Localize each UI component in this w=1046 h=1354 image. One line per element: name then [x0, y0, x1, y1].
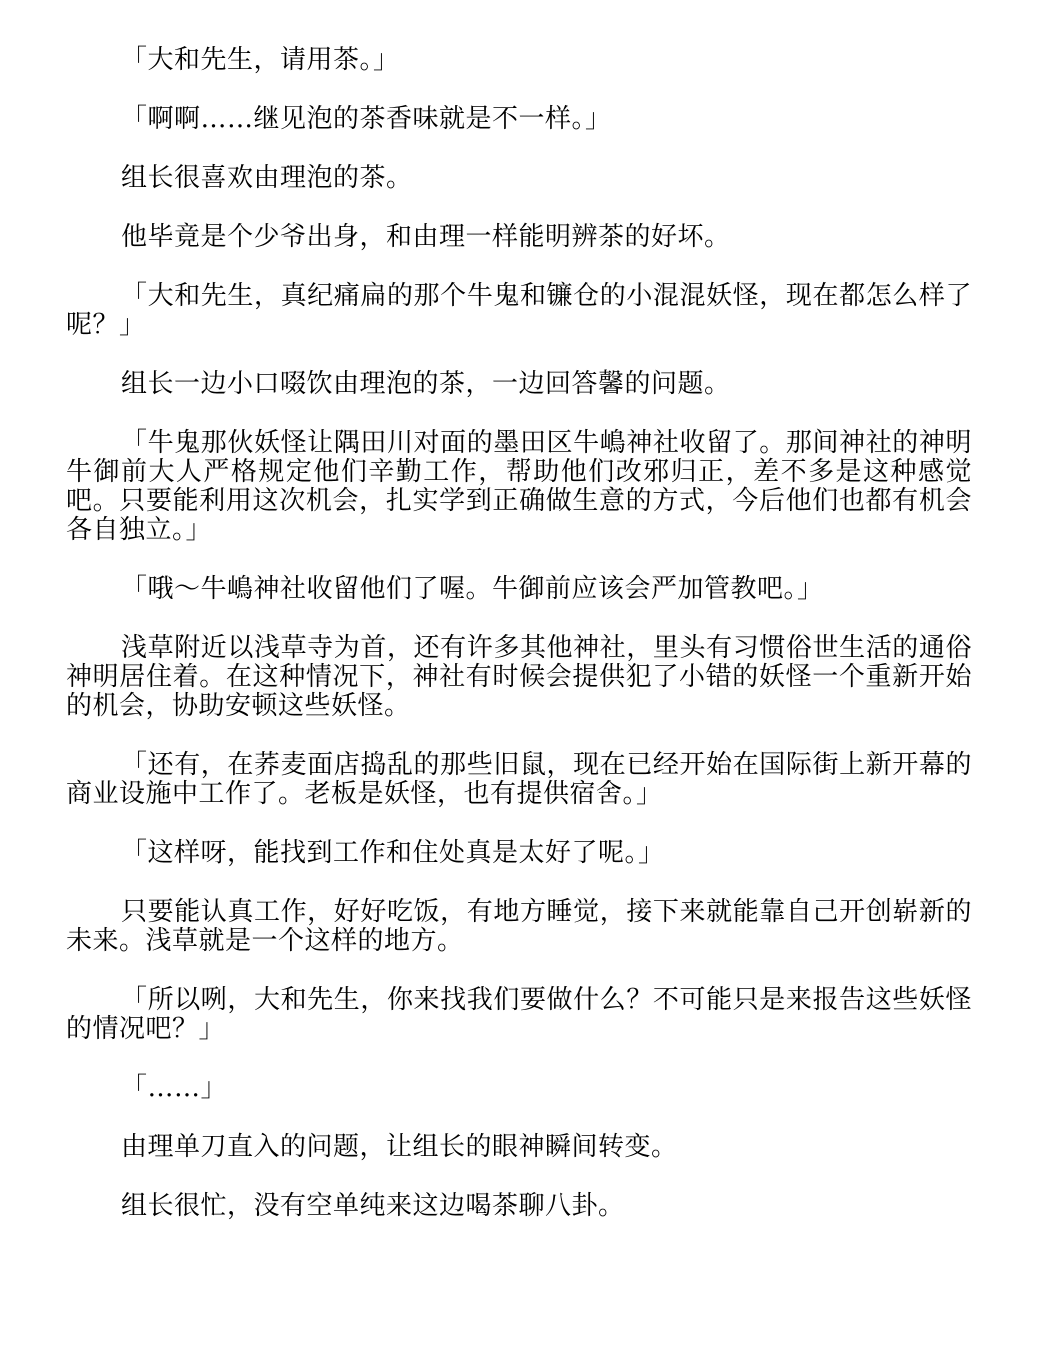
paragraph: 「哦～牛嶋神社收留他们了喔。牛御前应该会严加管教吧。」 — [121, 574, 824, 604]
paragraph: 浅草附近以浅草寺为首，还有许多其他神社，里头有习惯俗世生活的通俗神明居住着。在这种情况下，神社有时候会提供犯了小错的妖怪一个重新开始的机会，协助安顿这些妖怪。 — [66, 633, 972, 721]
paragraph: 「大和先生，真纪痛扁的那个牛鬼和镰仓的小混混妖怪，现在都怎么样了呢？」 — [66, 281, 972, 340]
paragraph: 「还有，在荞麦面店捣乱的那些旧鼠，现在已经开始在国际街上新开幕的商业设施中工作了。老板是妖怪，也有提供宿舍。」 — [66, 750, 972, 809]
paragraph: 他毕竟是个少爷出身，和由理一样能明辨茶的好坏。 — [121, 222, 731, 252]
text-page — [66, 46, 972, 1251]
paragraph: 「……」 — [121, 1073, 228, 1103]
paragraph: 「这样呀，能找到工作和住处真是太好了呢。」 — [121, 838, 665, 868]
paragraph: 由理单刀直入的问题，让组长的眼神瞬间转变。 — [121, 1132, 678, 1162]
paragraph: 「牛鬼那伙妖怪让隅田川对面的墨田区牛嶋神社收留了。那间神社的神明牛御前大人严格规定他们辛勤工作，帮助他们改邪归正，差不多是这种感觉吧。只要能利用这次机会，扎实学到正确做生意的方式，今后他们也都有机会各自独立。」 — [66, 428, 972, 545]
paragraph: 组长一边小口啜饮由理泡的茶，一边回答馨的问题。 — [121, 369, 731, 399]
paragraph: 组长很忙，没有空单纯来这边喝茶聊八卦。 — [121, 1191, 625, 1221]
paragraph: 「所以咧，大和先生，你来找我们要做什么？不可能只是来报告这些妖怪的情况吧？」 — [66, 985, 972, 1044]
paragraph: 「啊啊……继见泡的茶香味就是不一样。」 — [121, 104, 612, 134]
paragraph: 组长很喜欢由理泡的茶。 — [121, 163, 413, 193]
paragraph: 「大和先生，请用茶。」 — [121, 45, 400, 75]
paragraph: 只要能认真工作，好好吃饭，有地方睡觉，接下来就能靠自己开创崭新的未来。浅草就是一个这样的地方。 — [66, 897, 972, 956]
